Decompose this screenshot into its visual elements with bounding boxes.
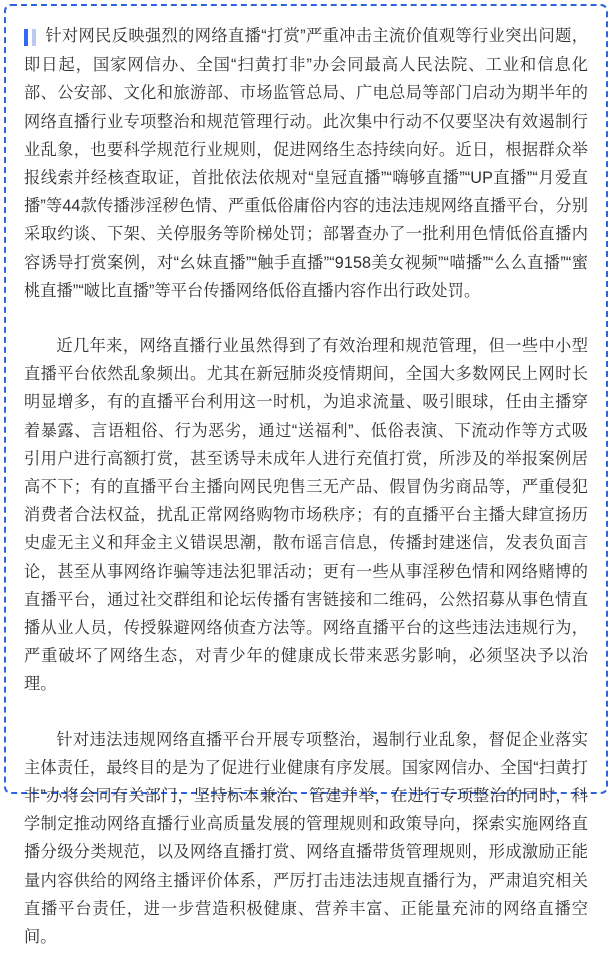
paragraph-measures: 针对违法违规网络直播平台开展专项整治，遏制行业乱象，督促企业落实主体责任，最终目的是为了促进行业健康有序发展。国家网信办、全国“扫黄打非”办将会同有关部门，坚持标本兼治、管建并举，在进行专项整治的同时，科学制定推动网络直播行业高质量发展的管理规则和政策导向，探索实施网络直播分级分类规范，以及网络直播打赏、网络直播带货管理规则，形成激励正能量内容供给的网络主播评价体系，严厉打击违法违规直播行为，严肃追究相关直播平台责任，进一步营造积极健康、营养丰富、正能量充沛的网络直播空间。 [24, 730, 588, 947]
document-frame [4, 4, 608, 947]
paragraph-background: 近几年来，网络直播行业虽然得到了有效治理和规范管理，但一些中小型直播平台依然乱象频出。尤其在新冠肺炎疫情期间，全国大多数网民上网时长明显增多，有的直播平台利用这一时机，为追求流量、吸引眼球，任由主播穿着暴露、言语粗俗、行为恶劣，通过“送福利”、低俗表演、下流动作等方式吸引用户进行高额打赏，甚至诱导未成年人进行充值打赏，所涉及的举报案例居高不下；有的直播平台主播向网民兜售三无产品、假冒伪劣商品等，严重侵犯消费者合法权益，扰乱正常网络购物市场秩序；有的直播平台主播大肆宣扬历史虚无主义和拜金主义错误思潮，散布谣言信息，传播封建迷信，发表负面言论，甚至从事网络诈骗等违法犯罪活动；更有一些从事淫秽色情和网络赌博的直播平台，通过社交群组和论坛传播有害链接和二维码，公然招募从事色情直播从业人员，传授躲避网络侦查方法等。网络直播平台的这些违法违规行为，严重破坏了网络生态，对青少年的健康成长带来恶劣影响，必须坚决予以治理。 [24, 337, 588, 694]
marker-bar-secondary [32, 29, 36, 46]
document-body [6, 6, 606, 961]
marker-bar-primary [24, 29, 28, 46]
paragraph-announcement-text: 针对网民反映强烈的网络直播“打赏”严重冲击主流价值观等行业突出问题，即日起，国家网信办、全国“扫黄打非”办会同最高人民法院、工业和信息化部、公安部、文化和旅游部、市场监管总局、广电总局等部门启动为期半年的网络直播行业专项整治和规范管理行动。此次集中行动不仅要坚决有效遏制行业乱象，也要科学规范行业规则，促进网络生态持续向好。近日，根据群众举报线索并经核查取证，首批依法依规对“皇冠直播”“嗨够直播”“UP直播”“月爱直播”等44款传播涉淫秽色情、严重低俗庸俗内容的违法违规网络直播平台，分别采取约谈、下架、关停服务等阶梯处罚；部署查办了一批利用色情低俗直播内容诱导打赏案例，对“幺妹直播”“触手直播”“9158美女视频”“喵播”“么么直播”“蜜桃直播”“啵比直播”等平台传播网络低俗直播内容作出行政处罚。 [24, 27, 588, 300]
double-bar-marker-icon [24, 23, 36, 51]
paragraph-announcement [24, 22, 588, 305]
